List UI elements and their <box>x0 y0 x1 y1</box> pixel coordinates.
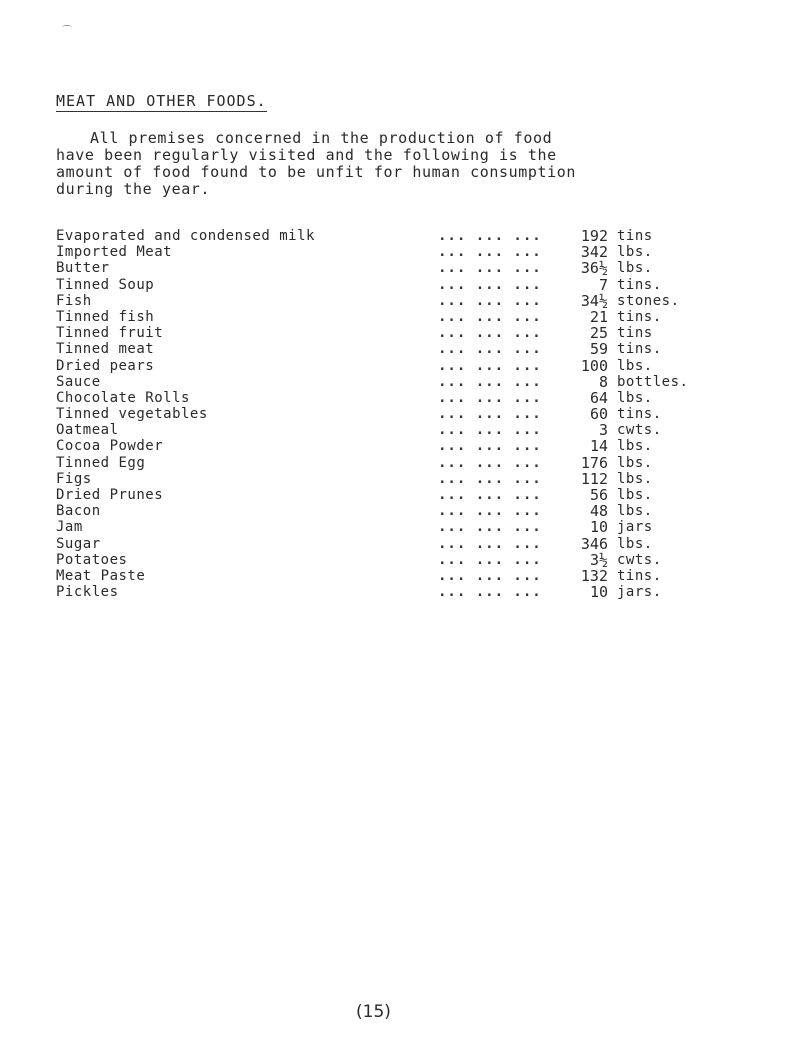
leader-dots: ... ... ... <box>438 244 542 261</box>
item-unit: jars <box>617 519 653 536</box>
item-quantity: 112 <box>580 469 608 488</box>
item-quantity: 10 <box>589 583 608 602</box>
item-quantity: 48 <box>589 502 608 521</box>
table-row <box>56 277 756 293</box>
item-quantity: 59 <box>589 340 608 359</box>
item-unit: lbs. <box>617 260 653 277</box>
item-quantity: 8 <box>598 372 608 391</box>
item-name: Potatoes <box>56 551 128 568</box>
intro-line: have been regularly visited and the following is the <box>56 146 557 164</box>
leader-dots: ... ... ... <box>438 503 542 520</box>
item-unit: tins <box>617 228 653 244</box>
table-row <box>56 406 756 422</box>
item-name: Meat Paste <box>56 567 146 584</box>
item-name: Tinned Egg <box>56 454 146 471</box>
table-row <box>56 487 756 503</box>
item-unit: lbs. <box>617 503 653 520</box>
leader-dots: ... ... ... <box>438 438 542 455</box>
item-name: Butter <box>56 260 110 277</box>
table-row <box>56 422 756 438</box>
item-unit: stones. <box>617 292 680 309</box>
table-row <box>56 244 756 260</box>
item-unit: tins. <box>617 341 662 358</box>
item-name: Sauce <box>56 373 101 390</box>
item-name: Dried pears <box>56 357 155 374</box>
item-name: Pickles <box>56 584 119 601</box>
item-quantity: 25 <box>589 324 608 343</box>
item-unit: lbs. <box>617 244 653 261</box>
table-row <box>56 325 756 341</box>
item-quantity: 3 <box>598 421 608 440</box>
item-name: Tinned fish <box>56 308 155 325</box>
item-name: Imported Meat <box>56 244 173 261</box>
table-row <box>56 455 756 471</box>
item-unit: lbs. <box>617 438 653 455</box>
item-name: Bacon <box>56 503 101 520</box>
leader-dots: ... ... ... <box>438 292 542 309</box>
item-quantity: 56 <box>589 486 608 504</box>
item-unit: bottles. <box>617 373 689 390</box>
item-unit: tins. <box>617 276 662 293</box>
item-quantity: 14 <box>589 437 608 456</box>
item-name: Figs <box>56 470 92 487</box>
food-table <box>56 228 756 600</box>
item-unit: lbs. <box>617 389 653 406</box>
leader-dots: ... ... ... <box>438 406 542 423</box>
item-name: Fish <box>56 292 92 309</box>
item-unit: tins. <box>617 308 662 325</box>
table-row <box>56 228 756 244</box>
item-quantity: 36½ <box>580 259 608 278</box>
intro-line: during the year. <box>56 180 211 198</box>
item-unit: tins. <box>617 406 662 423</box>
table-row <box>56 503 756 519</box>
leader-dots: ... ... ... <box>438 373 542 390</box>
item-quantity: 3½ <box>589 550 608 569</box>
item-quantity: 132 <box>580 566 608 585</box>
table-row <box>56 584 756 600</box>
item-quantity: 176 <box>580 453 608 472</box>
leader-dots: ... ... ... <box>438 276 542 293</box>
table-row <box>56 438 756 454</box>
item-quantity: 64 <box>589 388 608 407</box>
item-name: Cocoa Powder <box>56 438 164 455</box>
item-unit: jars. <box>617 584 662 601</box>
table-row <box>56 471 756 487</box>
leader-dots: ... ... ... <box>438 308 542 325</box>
item-quantity: 21 <box>589 307 608 326</box>
item-name: Tinned meat <box>56 341 155 358</box>
intro-line: All premises concerned in the production of food <box>90 129 553 147</box>
table-row <box>56 341 756 357</box>
item-unit: lbs. <box>617 470 653 487</box>
item-quantity: 60 <box>589 405 608 424</box>
leader-dots: ... ... ... <box>438 551 542 568</box>
item-unit: tins <box>617 325 653 342</box>
leader-dots: ... ... ... <box>438 325 542 342</box>
item-quantity: 342 <box>580 243 608 262</box>
item-unit: lbs. <box>617 357 653 374</box>
item-name: Dried Prunes <box>56 487 164 503</box>
item-name: Tinned vegetables <box>56 406 208 423</box>
table-row <box>56 390 756 406</box>
item-quantity: 34½ <box>580 291 608 310</box>
leader-dots: ... ... ... <box>438 487 542 503</box>
item-name: Jam <box>56 519 83 536</box>
table-row <box>56 260 756 276</box>
item-unit: lbs. <box>617 535 653 552</box>
item-unit: cwts. <box>617 551 662 568</box>
item-name: Tinned Soup <box>56 276 155 293</box>
item-quantity: 100 <box>580 356 608 375</box>
section-heading: MEAT AND OTHER FOODS. <box>56 92 267 110</box>
table-row <box>56 536 756 552</box>
leader-dots: ... ... ... <box>438 228 542 244</box>
page-number: (15) <box>356 1002 391 1022</box>
leader-dots: ... ... ... <box>438 519 542 536</box>
item-unit: lbs. <box>617 487 653 503</box>
leader-dots: ... ... ... <box>438 584 542 601</box>
table-row <box>56 519 756 535</box>
item-unit: tins. <box>617 567 662 584</box>
item-name: Evaporated and condensed milk <box>56 228 315 244</box>
leader-dots: ... ... ... <box>438 470 542 487</box>
intro-paragraph <box>56 130 696 198</box>
item-quantity: 192 <box>580 227 608 245</box>
leader-dots: ... ... ... <box>438 389 542 406</box>
item-quantity: 10 <box>589 518 608 537</box>
table-row <box>56 309 756 325</box>
item-unit: cwts. <box>617 422 662 439</box>
table-row <box>56 293 756 309</box>
item-name: Chocolate Rolls <box>56 389 190 406</box>
item-quantity: 7 <box>598 275 608 294</box>
leader-dots: ... ... ... <box>438 260 542 277</box>
table-row <box>56 568 756 584</box>
item-quantity: 346 <box>580 534 608 553</box>
table-row <box>56 358 756 374</box>
leader-dots: ... ... ... <box>438 341 542 358</box>
leader-dots: ... ... ... <box>438 454 542 471</box>
item-name: Sugar <box>56 535 101 552</box>
table-row <box>56 552 756 568</box>
table-row <box>56 374 756 390</box>
item-unit: lbs. <box>617 454 653 471</box>
item-name: Tinned fruit <box>56 325 164 342</box>
leader-dots: ... ... ... <box>438 422 542 439</box>
item-name: Oatmeal <box>56 422 119 439</box>
leader-dots: ... ... ... <box>438 535 542 552</box>
scan-mark-icon: ⌒ <box>62 26 72 37</box>
leader-dots: ... ... ... <box>438 357 542 374</box>
leader-dots: ... ... ... <box>438 567 542 584</box>
intro-line: amount of food found to be unfit for human consumption <box>56 163 577 181</box>
